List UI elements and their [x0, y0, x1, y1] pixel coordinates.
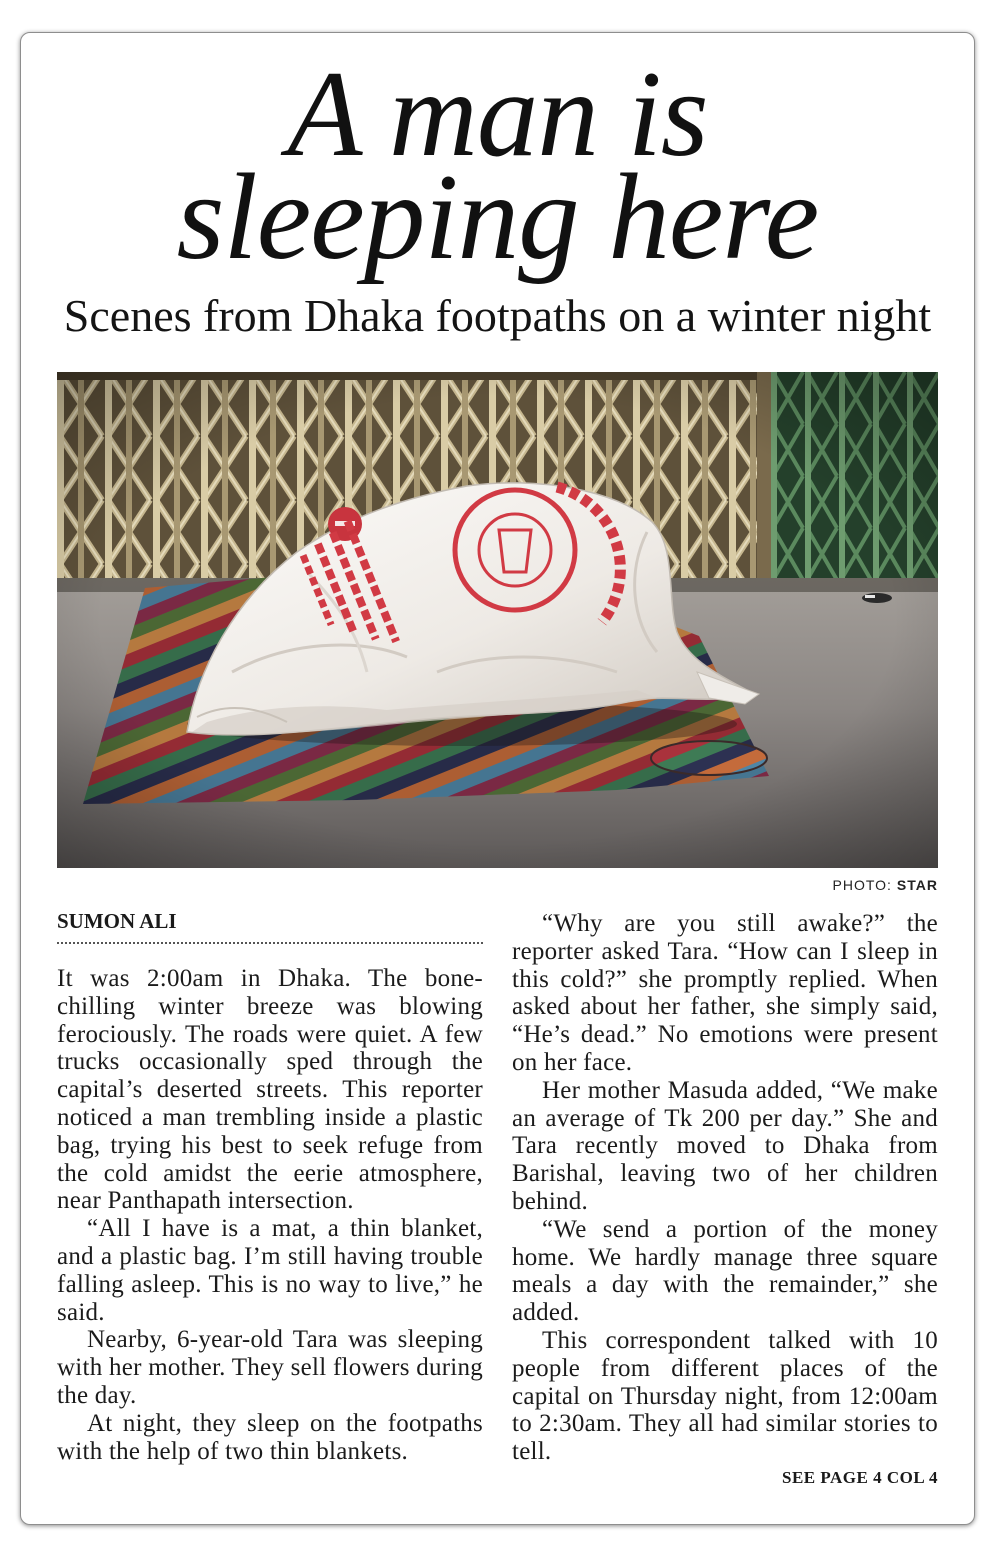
paragraph: Nearby, 6-year-old Tara was sleeping with her mother. They sell flowers during the day.	[57, 1326, 483, 1409]
headline-line-2: sleeping here	[176, 148, 819, 285]
paragraph: This correspondent talked with 10 people from different places of the capital on Thursday night, from 12:00am to 2:30am. They all had similar stories to tell.	[512, 1326, 938, 1466]
subheadline: Scenes from Dhaka footpaths on a winter night	[63, 290, 932, 341]
article-column-left	[57, 965, 483, 1465]
paragraph: “All I have is a mat, a thin blanket, and a plastic bag. I’m still having trouble falling asleep. This is no way to live,” he said.	[57, 1215, 483, 1326]
photo-credit-source: STAR	[896, 877, 938, 893]
paragraph: It was 2:00am in Dhaka. The bone-chilling winter breeze was blowing ferociously. The roads were quiet. A few trucks occasionally sped through the capital’s deserted streets. This reporter noticed a man trembling inside a plastic bag, trying his best to seek refuge from the cold amidst the eerie atmosphere, near Panthapath intersection.	[57, 965, 483, 1215]
paragraph: “Why are you still awake?” the reporter asked Tara. “How can I sleep in this cold?” she promptly replied. When asked about her father, she simply said, “He’s dead.” No emotions were present on her face.	[512, 910, 938, 1076]
byline: SUMON ALI	[57, 909, 177, 933]
paragraph: At night, they sleep on the footpaths with the help of two thin blankets.	[57, 1409, 483, 1465]
photo-credit	[833, 875, 939, 895]
photo-sleeping-man-in-sack	[57, 372, 938, 868]
headline-line-1: A man is	[287, 45, 708, 182]
photo-credit-label: PHOTO:	[832, 877, 892, 893]
news-photo	[57, 372, 938, 868]
continuation-note: SEE PAGE 4 COL 4	[782, 1468, 938, 1487]
paragraph: “We send a portion of the money home. We hardly manage three square meals a day with the remainder,” she added.	[512, 1215, 938, 1327]
paragraph: Her mother Masuda added, “We make an average of Tk 200 per day.” She and Tara recently moved to Dhaka from Barishal, leaving two of her children behind.	[512, 1076, 938, 1215]
byline-dotted-rule	[57, 942, 483, 944]
photo-vignette	[57, 372, 938, 868]
article-column-right	[512, 910, 938, 1466]
headline	[0, 45, 995, 285]
